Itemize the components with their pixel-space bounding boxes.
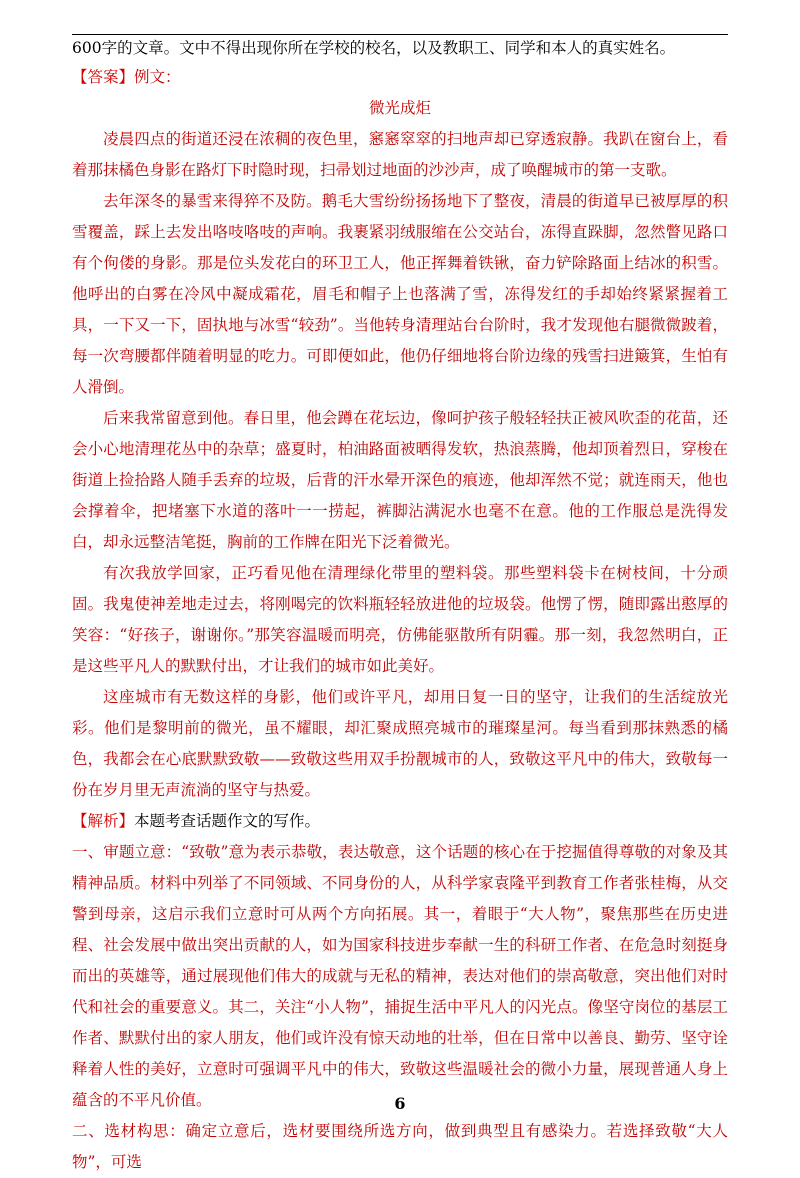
essay-paragraph-1: 凌晨四点的街道还浸在浓稠的夜色里，窸窸窣窣的扫地声却已穿透寂静。我趴在窗台上，看着那抹橘色身影在路灯下时隐时现，扫帚划过地面的沙沙声，成了唤醒城市的第一支歌。 bbox=[72, 130, 728, 179]
analysis-heading bbox=[72, 806, 728, 837]
answer-lead: 例文： bbox=[134, 68, 181, 86]
prompt-tail-line: 600字的文章。文中不得出现你所在学校的校名，以及教职工、同学和本人的真实姓名。 bbox=[72, 39, 676, 57]
analysis-paragraph-1: 一、审题立意：“致敬”意为表示恭敬，表达敬意，这个话题的核心在于挖掘值得尊敬的对象及其精神品质。材料中列举了不同领域、不同身份的人，从科学家袁隆平到教育工作者张桂梅，从交警到母亲，这启示我们立意时可从两个方向拓展。其一，着眼于“大人物”，聚焦那些在历史进程、社会发展中做出突出贡献的人，如为国家科技进步奉献一生的科研工作者、在危急时刻挺身而出的英雄等，通过展现他们伟大的成就与无私的精神，表达对他们的崇高敬意，突出他们对时代和社会的重要意义。其二，关注“小人物”，捕捉生活中平凡人的闪光点。像坚守岗位的基层工作者、默默付出的家人朋友，他们或许没有惊天动地的壮举，但在日常中以善良、勤劳、坚守诠释着人性的美好，立意时可强调平凡中的伟大，致敬这些温暖社会的微小力量，展现普通人身上蕴含的不平凡价值。 bbox=[72, 843, 728, 1109]
answer-heading bbox=[72, 62, 728, 93]
essay-paragraph-4: 有次我放学回家，正巧看见他在清理绿化带里的塑料袋。那些塑料袋卡在树枝间，十分顽固。我鬼使神差地走过去，将刚喝完的饮料瓶轻轻放进他的垃圾袋。他愣了愣，随即露出憨厚的笑容：“好孩子，谢谢你。”那笑容温暖而明亮，仿佛能驱散所有阴霾。那一刻，我忽然明白，正是这些平凡人的默默付出，才让我们的城市如此美好。 bbox=[72, 564, 728, 675]
header-rule bbox=[72, 34, 728, 35]
analysis-tag: 【解析】 bbox=[72, 812, 135, 830]
analysis-lead: 本题考查话题作文的写作。 bbox=[134, 812, 321, 830]
essay-paragraph-2: 去年深冬的暴雪来得猝不及防。鹅毛大雪纷纷扬扬地下了整夜，清晨的街道早已被厚厚的积雪覆盖，踩上去发出咯吱咯吱的声响。我裹紧羽绒服缩在公交站台，冻得直跺脚，忽然瞥见路口有个佝偻的身影。那是位头发花白的环卫工人，他正挥舞着铁锹，奋力铲除路面上结冰的积雪。他呼出的白雾在冷风中凝成霜花，眉毛和帽子上也落满了雪，冻得发红的手却始终紧紧握着工具，一下又一下，固执地与冰雪“较劲”。当他转身清理站台台阶时，我才发现他右腿微微跛着，每一次弯腰都伴随着明显的吃力。可即便如此，他仍仔细地将台阶边缘的残雪扫进簸箕，生怕有人滑倒。 bbox=[72, 192, 728, 396]
essay-paragraph-3: 后来我常留意到他。春日里，他会蹲在花坛边，像呵护孩子般轻轻扶正被风吹歪的花苗，还会小心地清理花丛中的杂草；盛夏时，柏油路面被晒得发软，热浪蒸腾，他却顶着烈日，穿梭在街道上捡拾路人随手丢弃的垃圾，后背的汗水晕开深色的痕迹，他却浑然不觉；就连雨天，他也会撑着伞，把堵塞下水道的落叶一一捞起，裤脚沾满泥水也毫不在意。他的工作服总是洗得发白，却永远整洁笔挺，胸前的工作牌在阳光下泛着微光。 bbox=[72, 409, 728, 551]
answer-tag: 【答案】 bbox=[72, 68, 135, 86]
page-number: 6 bbox=[394, 1094, 406, 1113]
essay-title: 微光成炬 bbox=[368, 99, 431, 117]
document-body bbox=[72, 62, 728, 1178]
analysis-paragraph-2: 二、选材构思：确定立意后，选材要围绕所选方向，做到典型且有感染力。若选择致敬“大人物”，可选 bbox=[72, 1122, 728, 1171]
essay-paragraph-5: 这座城市有无数这样的身影，他们或许平凡，却用日复一日的坚守，让我们的生活绽放光彩。他们是黎明前的微光，虽不耀眼，却汇聚成照亮城市的璀璨星河。每当看到那抹熟悉的橘色，我都会在心底默默致敬——致敬这些用双手扮靓城市的人，致敬这平凡中的伟大，致敬每一份在岁月里无声流淌的坚守与热爱。 bbox=[72, 688, 728, 799]
